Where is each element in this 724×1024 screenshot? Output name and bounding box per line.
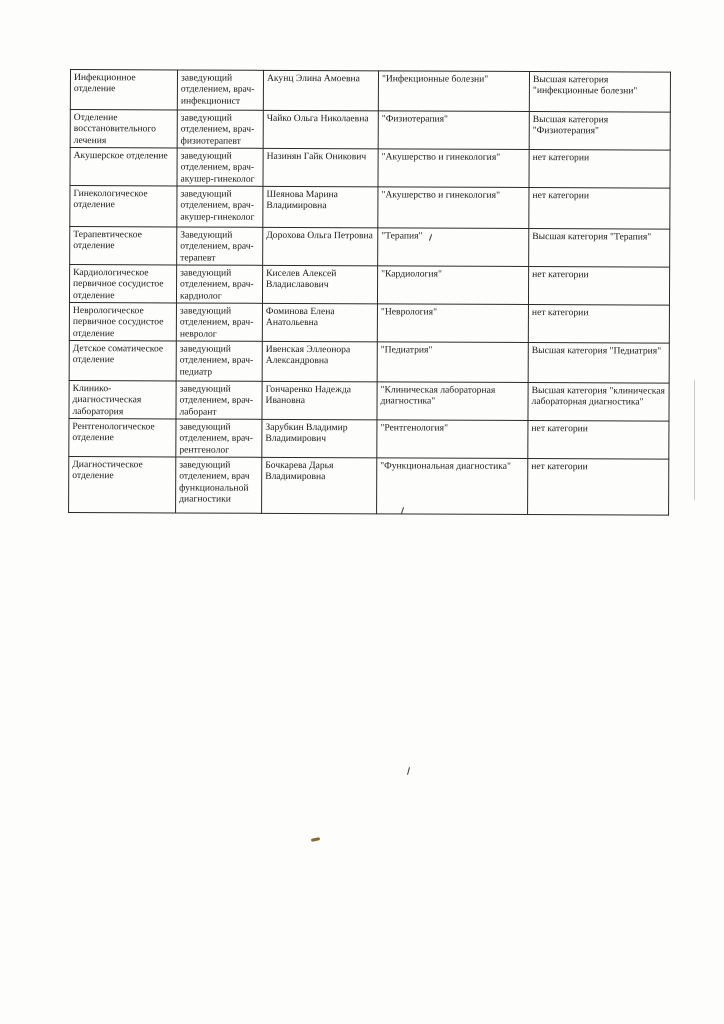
department-cell: Терапевтическое отделение [70,226,177,264]
table-row [69,418,669,459]
name-cell: Назинян Гайк Оникович [263,148,378,187]
category-cell: Высшая категория "инфекционные болезни" [529,72,670,113]
position-cell: заведующий отделением, врач функциональной диагностики [176,457,262,513]
specialty-cell: "Неврология" [377,304,528,343]
table-row [69,380,669,421]
department-cell: Рентгенологическое отделение [69,418,176,456]
table-row [69,456,669,515]
specialty-cell: "Акушерство и гинекология" [378,187,529,229]
scan-edge-line [694,380,695,500]
position-cell: заведующий отделением, врач-лаборант [176,381,262,419]
table-row [69,264,669,305]
name-cell: Акунц Элина Амоевна [263,70,378,111]
category-cell: нет категории [528,420,669,459]
position-cell: заведующий отделением, врач-акушер-гинеколог [177,186,263,227]
department-cell: Отделение восстановительного лечения [70,110,177,148]
table-row [70,70,670,113]
name-cell: Киселев Алексей Владиславович [262,265,377,304]
department-cell: Кардиологическое первичное сосудистое отделение [69,264,176,302]
position-cell: заведующий отделением, врач-рентгенолог [176,419,262,457]
category-cell: Высшая категория "клиническая лабораторная диагностика" [528,382,669,421]
position-cell: заведующий отделением, врач-акушер-гинеколог [177,148,263,186]
category-cell: Высшая категория "Физиотерапия" [529,112,670,151]
table-row [69,340,669,383]
category-cell: нет категории [529,187,670,229]
specialty-cell: "Физиотерапия" [378,111,529,150]
scan-smudge [311,837,320,842]
position-cell: заведующий отделением, врач-невролог [176,303,262,341]
table-row [70,185,670,229]
specialty-cell: "Терапия" [378,228,529,267]
position-cell: заведующий отделением, врач-инфекционист [177,70,263,110]
position-cell: Заведующий отделением, врач-терапевт [177,227,263,265]
table-row [70,110,670,151]
position-cell: заведующий отделением, врач-кардиолог [176,265,262,303]
table-row [69,302,669,343]
category-cell: нет категории [529,149,670,188]
specialty-cell: "Инфекционные болезни" [378,71,529,112]
category-cell: Высшая категория "Педиатрия" [528,342,669,383]
name-cell: Шеянова Марина Владимировна [263,186,378,228]
specialty-cell: "Акушерство и гинекология" [378,149,529,188]
department-cell: Инфекционное отделение [70,70,177,110]
specialty-cell: "Педиатрия" [377,342,528,383]
department-cell: Гинекологическое отделение [70,185,177,226]
name-cell: Чайко Ольга Николаевна [263,110,378,148]
name-cell: Фоминова Елена Анатольевна [262,303,377,341]
department-cell: Клинико-диагностическая лаборатория [69,380,176,418]
category-cell: нет категории [528,266,669,305]
category-cell: нет категории [528,458,669,515]
scan-pen-mark [407,767,410,775]
name-cell: Гончаренко Надежда Ивановна [262,381,377,420]
department-cell: Акушерское отделение [70,147,177,185]
department-cell: Детское соматическое отделение [69,340,176,380]
table-row [70,226,670,267]
specialty-cell: "Клиническая лабораторная диагностика" [377,382,528,421]
category-cell: нет категории [528,304,669,343]
staff-table [68,69,671,515]
specialty-cell: "Рентгенология" [377,420,528,459]
name-cell: Бочкарева Дарья Владимировна [262,457,377,514]
specialty-cell: "Функциональная диагностика" [377,458,528,515]
department-cell: Неврологическое первичное сосудистое отделение [69,302,176,340]
position-cell: заведующий отделением, врач-педиатр [176,341,262,381]
position-cell: заведующий отделением, врач-физиотерапевт [177,110,263,148]
name-cell: Дорохова Ольга Петровна [263,227,378,266]
name-cell: Ивенская Эллеонора Александровна [262,341,377,382]
department-cell: Диагностическое отделение [69,456,176,512]
category-cell: Высшая категория "Терапия" [529,228,670,267]
name-cell: Зарубкин Владимир Владимирович [262,419,377,458]
specialty-cell: "Кардиология" [377,266,528,305]
table-row [70,147,670,188]
